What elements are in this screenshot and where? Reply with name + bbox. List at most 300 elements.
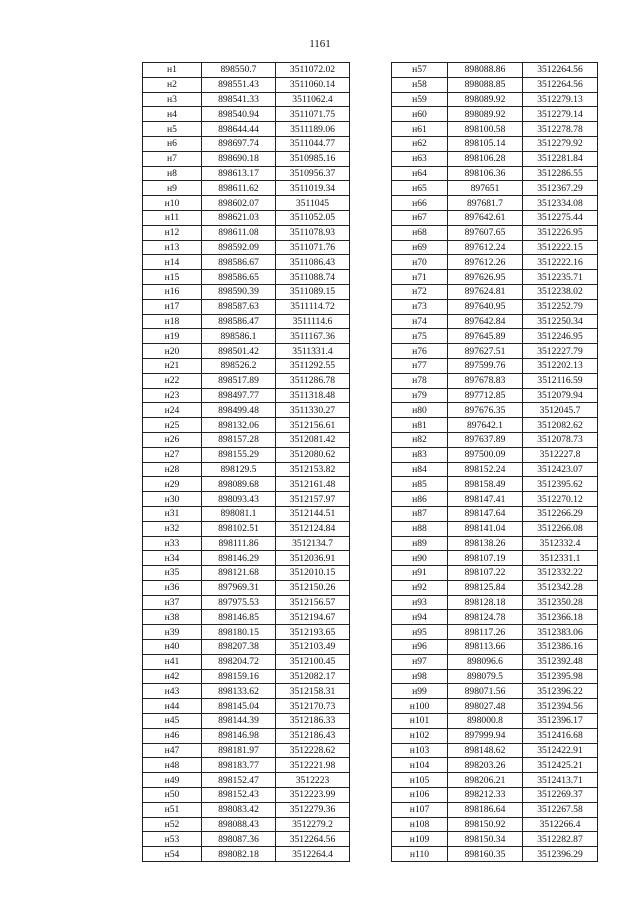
point-id-cell: н96 <box>392 640 448 655</box>
point-id-cell: н75 <box>392 329 448 344</box>
x-coordinate-cell: 898144.39 <box>202 714 276 729</box>
y-coordinate-cell: 3512222.15 <box>523 240 598 255</box>
x-coordinate-cell: 898526.2 <box>202 358 276 373</box>
point-id-cell: н44 <box>143 699 202 714</box>
y-coordinate-cell: 3512223.99 <box>276 788 350 803</box>
point-id-cell: н101 <box>392 714 448 729</box>
y-coordinate-cell: 3512267.58 <box>523 802 598 817</box>
table-row <box>392 403 598 418</box>
x-coordinate-cell: 898586.47 <box>202 314 276 329</box>
point-id-cell: н8 <box>143 166 202 181</box>
table-row <box>392 773 598 788</box>
table-row <box>143 580 350 595</box>
table-row <box>143 699 350 714</box>
table-row <box>143 418 350 433</box>
y-coordinate-cell: 3511045 <box>276 196 350 211</box>
point-id-cell: н62 <box>392 136 448 151</box>
table-row <box>392 240 598 255</box>
point-id-cell: н100 <box>392 699 448 714</box>
point-id-cell: н10 <box>143 196 202 211</box>
x-coordinate-cell: 898621.03 <box>202 210 276 225</box>
y-coordinate-cell: 3511114.72 <box>276 299 350 314</box>
x-coordinate-cell: 898107.19 <box>448 551 523 566</box>
table-row <box>392 610 598 625</box>
table-row <box>143 151 350 166</box>
table-row <box>392 462 598 477</box>
table-row <box>392 832 598 847</box>
y-coordinate-cell: 3512286.55 <box>523 166 598 181</box>
x-coordinate-cell: 898206.21 <box>448 773 523 788</box>
x-coordinate-cell: 898082.18 <box>202 847 276 862</box>
y-coordinate-cell: 3512266.4 <box>523 817 598 832</box>
x-coordinate-cell: 897640.95 <box>448 299 523 314</box>
point-id-cell: н87 <box>392 506 448 521</box>
x-coordinate-cell: 898107.22 <box>448 566 523 581</box>
table-row <box>392 817 598 832</box>
x-coordinate-cell: 897607.65 <box>448 225 523 240</box>
point-id-cell: н109 <box>392 832 448 847</box>
x-coordinate-cell: 898113.66 <box>448 640 523 655</box>
y-coordinate-cell: 3512158.31 <box>276 684 350 699</box>
table-row <box>392 284 598 299</box>
x-coordinate-cell: 898088.85 <box>448 77 523 92</box>
x-coordinate-cell: 898105.14 <box>448 136 523 151</box>
point-id-cell: н17 <box>143 299 202 314</box>
x-coordinate-cell: 898590.39 <box>202 284 276 299</box>
x-coordinate-cell: 898690.18 <box>202 151 276 166</box>
table-row <box>143 506 350 521</box>
table-row <box>392 299 598 314</box>
point-id-cell: н26 <box>143 432 202 447</box>
y-coordinate-cell: 3512396.29 <box>523 847 598 862</box>
point-id-cell: н21 <box>143 358 202 373</box>
x-coordinate-cell: 898089.92 <box>448 107 523 122</box>
table-row <box>392 388 598 403</box>
y-coordinate-cell: 3512264.56 <box>276 832 350 847</box>
x-coordinate-cell: 898141.04 <box>448 521 523 536</box>
y-coordinate-cell: 3510985.16 <box>276 151 350 166</box>
table-row <box>143 743 350 758</box>
point-id-cell: н71 <box>392 270 448 285</box>
table-row <box>392 136 598 151</box>
point-id-cell: н18 <box>143 314 202 329</box>
x-coordinate-cell: 898499.48 <box>202 403 276 418</box>
table-row <box>143 314 350 329</box>
y-coordinate-cell: 3512227.8 <box>523 447 598 462</box>
table-row <box>143 536 350 551</box>
x-coordinate-cell: 898586.65 <box>202 270 276 285</box>
table-row <box>143 758 350 773</box>
table-row <box>143 714 350 729</box>
x-coordinate-cell: 897500.09 <box>448 447 523 462</box>
y-coordinate-cell: 3512270.12 <box>523 492 598 507</box>
point-id-cell: н81 <box>392 418 448 433</box>
x-coordinate-cell: 898180.15 <box>202 625 276 640</box>
x-coordinate-cell: 898181.97 <box>202 743 276 758</box>
point-id-cell: н105 <box>392 773 448 788</box>
x-coordinate-cell: 898150.92 <box>448 817 523 832</box>
y-coordinate-cell: 3512367.29 <box>523 181 598 196</box>
point-id-cell: н93 <box>392 595 448 610</box>
point-id-cell: н40 <box>143 640 202 655</box>
table-row <box>143 802 350 817</box>
table-row <box>143 77 350 92</box>
y-coordinate-cell: 3512332.4 <box>523 536 598 551</box>
x-coordinate-cell: 898128.18 <box>448 595 523 610</box>
x-coordinate-cell: 898186.64 <box>448 802 523 817</box>
table-row <box>143 521 350 536</box>
x-coordinate-cell: 898212.33 <box>448 788 523 803</box>
x-coordinate-cell: 898125.84 <box>448 580 523 595</box>
point-id-cell: н90 <box>392 551 448 566</box>
table-row <box>392 536 598 551</box>
point-id-cell: н45 <box>143 714 202 729</box>
x-coordinate-cell: 898157.28 <box>202 432 276 447</box>
point-id-cell: н59 <box>392 92 448 107</box>
x-coordinate-cell: 898147.41 <box>448 492 523 507</box>
coordinates-table-left <box>142 62 350 862</box>
table-row <box>143 595 350 610</box>
table-row <box>143 329 350 344</box>
x-coordinate-cell: 898083.42 <box>202 802 276 817</box>
x-coordinate-cell: 897676.35 <box>448 403 523 418</box>
y-coordinate-cell: 3510956.37 <box>276 166 350 181</box>
point-id-cell: н41 <box>143 654 202 669</box>
y-coordinate-cell: 3511292.55 <box>276 358 350 373</box>
table-row <box>392 684 598 699</box>
point-id-cell: н82 <box>392 432 448 447</box>
table-row <box>392 728 598 743</box>
y-coordinate-cell: 3512386.16 <box>523 640 598 655</box>
table-row <box>392 802 598 817</box>
y-coordinate-cell: 3511318.48 <box>276 388 350 403</box>
y-coordinate-cell: 3512423.07 <box>523 462 598 477</box>
table-row <box>143 669 350 684</box>
point-id-cell: н74 <box>392 314 448 329</box>
y-coordinate-cell: 3512275.44 <box>523 210 598 225</box>
point-id-cell: н64 <box>392 166 448 181</box>
x-coordinate-cell: 897681.7 <box>448 196 523 211</box>
y-coordinate-cell: 3512279.14 <box>523 107 598 122</box>
y-coordinate-cell: 3512226.95 <box>523 225 598 240</box>
point-id-cell: н34 <box>143 551 202 566</box>
y-coordinate-cell: 3511044.77 <box>276 136 350 151</box>
x-coordinate-cell: 898111.86 <box>202 536 276 551</box>
y-coordinate-cell: 3511088.74 <box>276 270 350 285</box>
x-coordinate-cell: 898000.8 <box>448 714 523 729</box>
point-id-cell: н73 <box>392 299 448 314</box>
table-row <box>392 255 598 270</box>
table-row <box>143 640 350 655</box>
y-coordinate-cell: 3512413.71 <box>523 773 598 788</box>
table-row <box>392 625 598 640</box>
table-row <box>143 358 350 373</box>
point-id-cell: н68 <box>392 225 448 240</box>
table-row <box>143 492 350 507</box>
table-row <box>392 847 598 862</box>
y-coordinate-cell: 3512045.7 <box>523 403 598 418</box>
x-coordinate-cell: 898124.78 <box>448 610 523 625</box>
x-coordinate-cell: 897712.85 <box>448 388 523 403</box>
point-id-cell: н53 <box>143 832 202 847</box>
point-id-cell: н19 <box>143 329 202 344</box>
y-coordinate-cell: 3512080.62 <box>276 447 350 462</box>
y-coordinate-cell: 3512264.56 <box>523 63 598 78</box>
table-row <box>392 418 598 433</box>
x-coordinate-cell: 897624.81 <box>448 284 523 299</box>
table-row <box>143 788 350 803</box>
x-coordinate-cell: 898204.72 <box>202 654 276 669</box>
y-coordinate-cell: 3512036.91 <box>276 551 350 566</box>
x-coordinate-cell: 897612.24 <box>448 240 523 255</box>
point-id-cell: н84 <box>392 462 448 477</box>
x-coordinate-cell: 898117.26 <box>448 625 523 640</box>
y-coordinate-cell: 3512279.36 <box>276 802 350 817</box>
x-coordinate-cell: 897969.31 <box>202 580 276 595</box>
y-coordinate-cell: 3512269.37 <box>523 788 598 803</box>
point-id-cell: н103 <box>392 743 448 758</box>
y-coordinate-cell: 3512250.34 <box>523 314 598 329</box>
x-coordinate-cell: 898093.43 <box>202 492 276 507</box>
point-id-cell: н58 <box>392 77 448 92</box>
point-id-cell: н97 <box>392 654 448 669</box>
x-coordinate-cell: 898089.92 <box>448 92 523 107</box>
y-coordinate-cell: 3512124.84 <box>276 521 350 536</box>
table-row <box>392 492 598 507</box>
table-row <box>143 654 350 669</box>
point-id-cell: н16 <box>143 284 202 299</box>
table-row <box>143 551 350 566</box>
table-row <box>392 166 598 181</box>
point-id-cell: н61 <box>392 122 448 137</box>
table-row <box>143 107 350 122</box>
x-coordinate-cell: 898133.62 <box>202 684 276 699</box>
point-id-cell: н95 <box>392 625 448 640</box>
point-id-cell: н65 <box>392 181 448 196</box>
table-row <box>392 669 598 684</box>
y-coordinate-cell: 3512222.16 <box>523 255 598 270</box>
point-id-cell: н29 <box>143 477 202 492</box>
x-coordinate-cell: 898160.35 <box>448 847 523 862</box>
table-row <box>143 92 350 107</box>
table-row <box>392 210 598 225</box>
point-id-cell: н80 <box>392 403 448 418</box>
y-coordinate-cell: 3512279.13 <box>523 92 598 107</box>
point-id-cell: н43 <box>143 684 202 699</box>
table-row <box>392 699 598 714</box>
x-coordinate-cell: 898079.5 <box>448 669 523 684</box>
y-coordinate-cell: 3512396.17 <box>523 714 598 729</box>
y-coordinate-cell: 3512266.08 <box>523 521 598 536</box>
x-coordinate-cell: 898096.6 <box>448 654 523 669</box>
point-id-cell: н85 <box>392 477 448 492</box>
y-coordinate-cell: 3511286.78 <box>276 373 350 388</box>
table-row <box>392 743 598 758</box>
y-coordinate-cell: 3512010.15 <box>276 566 350 581</box>
y-coordinate-cell: 3511330.27 <box>276 403 350 418</box>
point-id-cell: н7 <box>143 151 202 166</box>
table-row <box>392 225 598 240</box>
x-coordinate-cell: 898150.34 <box>448 832 523 847</box>
x-coordinate-cell: 898551.43 <box>202 77 276 92</box>
table-row <box>143 196 350 211</box>
y-coordinate-cell: 3512186.33 <box>276 714 350 729</box>
table-row <box>143 299 350 314</box>
x-coordinate-cell: 898106.28 <box>448 151 523 166</box>
x-coordinate-cell: 898207.38 <box>202 640 276 655</box>
table-row <box>392 270 598 285</box>
point-id-cell: н54 <box>143 847 202 862</box>
y-coordinate-cell: 3511060.14 <box>276 77 350 92</box>
x-coordinate-cell: 898147.64 <box>448 506 523 521</box>
table-row <box>143 566 350 581</box>
y-coordinate-cell: 3512134.7 <box>276 536 350 551</box>
x-coordinate-cell: 898152.24 <box>448 462 523 477</box>
y-coordinate-cell: 3512103.49 <box>276 640 350 655</box>
x-coordinate-cell: 898152.43 <box>202 788 276 803</box>
y-coordinate-cell: 3512116.59 <box>523 373 598 388</box>
point-id-cell: н48 <box>143 758 202 773</box>
y-coordinate-cell: 3511071.75 <box>276 107 350 122</box>
x-coordinate-cell: 898148.62 <box>448 743 523 758</box>
point-id-cell: н5 <box>143 122 202 137</box>
page-number: 1161 <box>309 38 331 50</box>
x-coordinate-cell: 898540.94 <box>202 107 276 122</box>
y-coordinate-cell: 3512144.51 <box>276 506 350 521</box>
point-id-cell: н102 <box>392 728 448 743</box>
point-id-cell: н12 <box>143 225 202 240</box>
table-row <box>392 196 598 211</box>
table-row <box>143 122 350 137</box>
coordinates-table-right <box>391 62 598 862</box>
y-coordinate-cell: 3512228.62 <box>276 743 350 758</box>
table-row <box>392 551 598 566</box>
point-id-cell: н13 <box>143 240 202 255</box>
table-row <box>392 654 598 669</box>
point-id-cell: н77 <box>392 358 448 373</box>
table-row <box>392 521 598 536</box>
x-coordinate-cell: 897599.76 <box>448 358 523 373</box>
x-coordinate-cell: 898159.16 <box>202 669 276 684</box>
table-row <box>392 477 598 492</box>
point-id-cell: н42 <box>143 669 202 684</box>
y-coordinate-cell: 3512395.98 <box>523 669 598 684</box>
x-coordinate-cell: 898517.89 <box>202 373 276 388</box>
x-coordinate-cell: 898027.48 <box>448 699 523 714</box>
x-coordinate-cell: 898087.36 <box>202 832 276 847</box>
point-id-cell: н38 <box>143 610 202 625</box>
table-row <box>143 477 350 492</box>
table-row <box>143 344 350 359</box>
y-coordinate-cell: 3512350.28 <box>523 595 598 610</box>
x-coordinate-cell: 898100.58 <box>448 122 523 137</box>
x-coordinate-cell: 898121.68 <box>202 566 276 581</box>
point-id-cell: н94 <box>392 610 448 625</box>
x-coordinate-cell: 898587.63 <box>202 299 276 314</box>
point-id-cell: н89 <box>392 536 448 551</box>
table-row <box>392 151 598 166</box>
y-coordinate-cell: 3512395.62 <box>523 477 598 492</box>
x-coordinate-cell: 898158.49 <box>448 477 523 492</box>
point-id-cell: н108 <box>392 817 448 832</box>
x-coordinate-cell: 898183.77 <box>202 758 276 773</box>
y-coordinate-cell: 3512279.92 <box>523 136 598 151</box>
y-coordinate-cell: 3512221.98 <box>276 758 350 773</box>
x-coordinate-cell: 898611.62 <box>202 181 276 196</box>
point-id-cell: н110 <box>392 847 448 862</box>
y-coordinate-cell: 3511071.76 <box>276 240 350 255</box>
y-coordinate-cell: 3511078.93 <box>276 225 350 240</box>
point-id-cell: н52 <box>143 817 202 832</box>
y-coordinate-cell: 3512331.1 <box>523 551 598 566</box>
x-coordinate-cell: 898155.29 <box>202 447 276 462</box>
table-row <box>143 240 350 255</box>
table-row <box>143 462 350 477</box>
point-id-cell: н47 <box>143 743 202 758</box>
y-coordinate-cell: 3511189.06 <box>276 122 350 137</box>
point-id-cell: н49 <box>143 773 202 788</box>
table-row <box>392 329 598 344</box>
y-coordinate-cell: 3512238.02 <box>523 284 598 299</box>
x-coordinate-cell: 897612.26 <box>448 255 523 270</box>
table-row <box>143 373 350 388</box>
x-coordinate-cell: 897626.95 <box>448 270 523 285</box>
y-coordinate-cell: 3512252.79 <box>523 299 598 314</box>
table-row <box>392 92 598 107</box>
table-row <box>143 270 350 285</box>
point-id-cell: н11 <box>143 210 202 225</box>
point-id-cell: н33 <box>143 536 202 551</box>
x-coordinate-cell: 898129.5 <box>202 462 276 477</box>
y-coordinate-cell: 3512082.62 <box>523 418 598 433</box>
x-coordinate-cell: 897642.61 <box>448 210 523 225</box>
y-coordinate-cell: 3512281.84 <box>523 151 598 166</box>
y-coordinate-cell: 3512425.21 <box>523 758 598 773</box>
x-coordinate-cell: 898611.08 <box>202 225 276 240</box>
y-coordinate-cell: 3512394.56 <box>523 699 598 714</box>
x-coordinate-cell: 897642.1 <box>448 418 523 433</box>
y-coordinate-cell: 3512392.48 <box>523 654 598 669</box>
x-coordinate-cell: 898613.17 <box>202 166 276 181</box>
table-row <box>392 580 598 595</box>
x-coordinate-cell: 898089.68 <box>202 477 276 492</box>
point-id-cell: н66 <box>392 196 448 211</box>
point-id-cell: н36 <box>143 580 202 595</box>
table-row <box>143 403 350 418</box>
point-id-cell: н4 <box>143 107 202 122</box>
y-coordinate-cell: 3511019.34 <box>276 181 350 196</box>
y-coordinate-cell: 3512156.61 <box>276 418 350 433</box>
table-row <box>392 432 598 447</box>
point-id-cell: н3 <box>143 92 202 107</box>
x-coordinate-cell: 898602.07 <box>202 196 276 211</box>
point-id-cell: н31 <box>143 506 202 521</box>
x-coordinate-cell: 898132.06 <box>202 418 276 433</box>
table-row <box>392 595 598 610</box>
table-row <box>143 255 350 270</box>
table-row <box>143 63 350 78</box>
x-coordinate-cell: 898071.56 <box>448 684 523 699</box>
point-id-cell: н99 <box>392 684 448 699</box>
table-row <box>392 358 598 373</box>
table-row <box>392 63 598 78</box>
point-id-cell: н28 <box>143 462 202 477</box>
table-row <box>143 136 350 151</box>
x-coordinate-cell: 897642.84 <box>448 314 523 329</box>
x-coordinate-cell: 898146.85 <box>202 610 276 625</box>
x-coordinate-cell: 898501.42 <box>202 344 276 359</box>
x-coordinate-cell: 898106.36 <box>448 166 523 181</box>
